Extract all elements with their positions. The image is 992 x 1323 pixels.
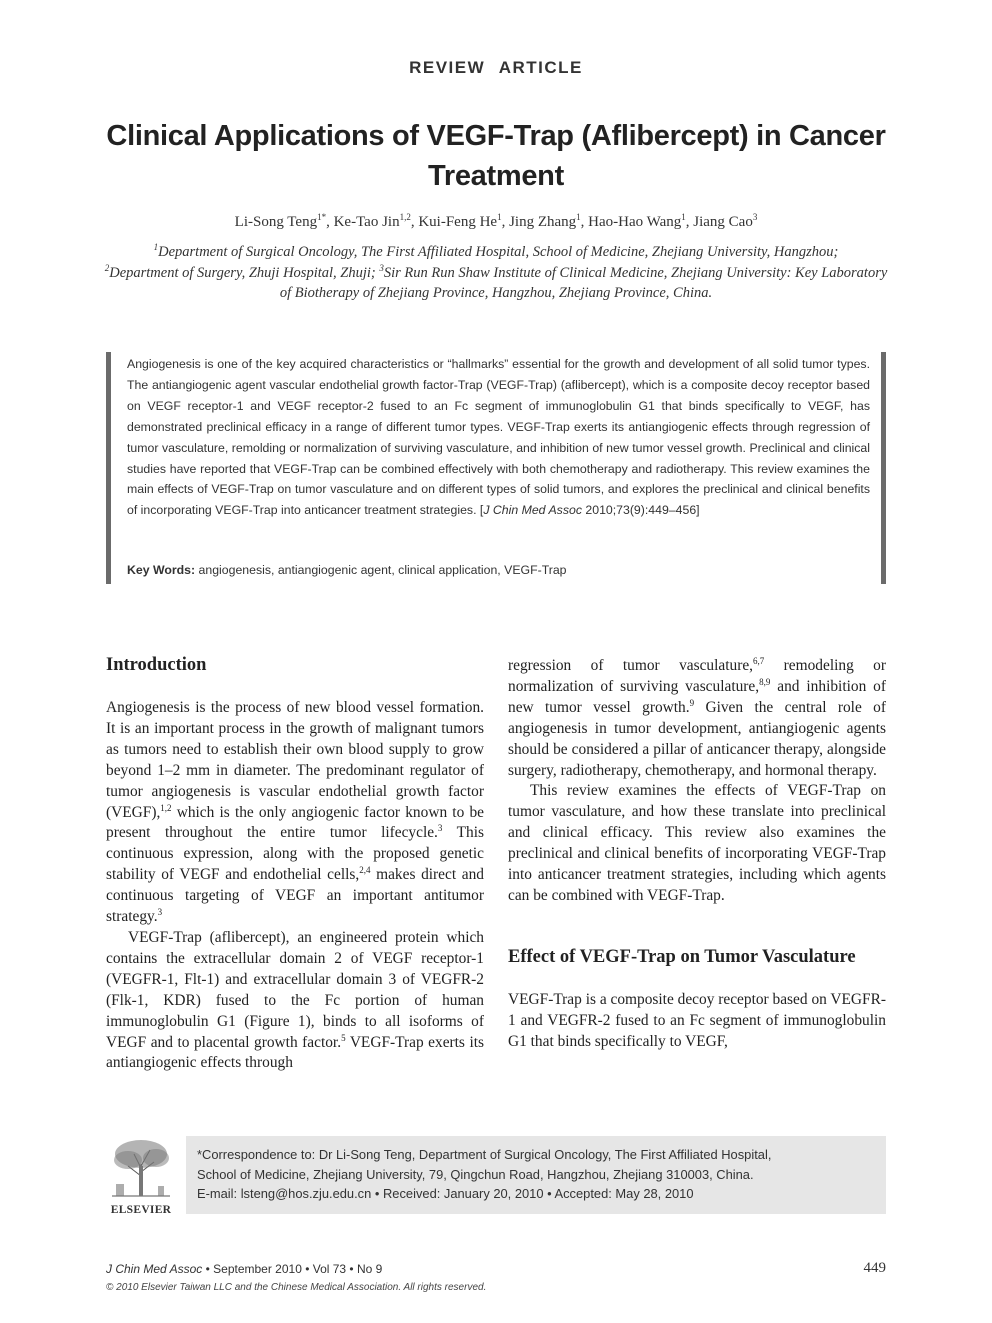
affiliation-2: Department of Surgery, Zhuji Hospital, Zhuji; [109, 264, 376, 281]
citation-ref: 6,7 [753, 655, 765, 666]
section-heading-effect: Effect of VEGF-Trap on Tumor Vasculature [508, 946, 856, 967]
received-date: Received: January 20, 2010 [383, 1186, 544, 1201]
journal-footer [106, 1262, 382, 1276]
affiliations [100, 242, 892, 304]
article-title: Clinical Applications of VEGF-Trap (Aflibercept) in Cancer Treatment [106, 120, 886, 192]
text-run: and inhibition of new tumor vessel growth. [508, 677, 886, 716]
author-name: Kui-Feng He [418, 214, 498, 230]
abstract-text [127, 354, 870, 521]
elsevier-tree-icon [106, 1136, 176, 1198]
citation-ref: 8,9 [759, 676, 771, 687]
separator: • [371, 1186, 383, 1201]
citation-ref: 9 [689, 697, 695, 708]
paragraph [106, 698, 484, 928]
author-affil-sup: 1,2 [399, 212, 411, 222]
citation-ref: 2,4 [359, 865, 371, 876]
separator: • [543, 1186, 555, 1201]
affil-sup: 1 [153, 242, 159, 253]
author-name: Jing Zhang [509, 214, 577, 230]
abstract-body: Angiogenesis is one of the key acquired characteristics or “hallmarks” essential for the growth and development of all solid tumor types. The antiangiogenic agent vascular endothelial growth factor-Trap (VEGF-Trap) (aflibercept), which is a composite decoy receptor based on VEGF receptor-1 and VEGF receptor-2 fused to an Fc segment of immunoglobulin G1 that binds specifically to VEGF, has demonstrated preclinical efficacy in a range of different tumor types. VEGF-Trap exerts its antiangiogenic effects through regression of tumor vasculature, remolding or normalization of surviving vasculature, and inhibition of new tumor vessel growth. Preclinical and clinical studies have reported that VEGF-Trap can be combined effectively with both chemotherapy and radiotherapy. This review examines the main effects of VEGF-Trap on tumor vasculature and on different types of solid tumors, and explores the preclinical and clinical benefits of incorporating VEGF-Trap into anticancer treatment strategies. [127, 357, 870, 518]
author-affil-sup: 1 [576, 212, 581, 222]
text-run: Angiogenesis is the process of new blood vessel formation. It is an important process in the growth of malignant tumors as tumors need to establish their own blood supply to grow beyond 1–2 mm in diameter. The predominant regulator of tumor angiogenesis is vascular endothelial growth factor (VEGF), [106, 699, 484, 821]
paragraph [508, 656, 886, 781]
paragraph [106, 928, 484, 1074]
text-run: Given the central role of angiogenesis in tumor development, antiangiogenic agents should be considered a pillar of anticancer therapy, alongside surgery, radiotherapy, chemotherapy, and hormonal therapy. [508, 698, 886, 779]
correspondence-email: E-mail: lsteng@hos.zju.edu.cn [197, 1186, 372, 1201]
correspondence-line: *Correspondence to: Dr Li-Song Teng, Department of Surgical Oncology, The First Affiliated Hospital, [197, 1147, 772, 1162]
text-run: This continuous expression, along with the proposed genetic stability of VEGF and endothelial cells, [106, 824, 484, 884]
citation-open: [ [479, 503, 484, 518]
author-name: Ke-Tao Jin [333, 214, 400, 230]
correspondence-box [186, 1136, 886, 1214]
elsevier-wordmark: ELSEVIER [110, 1204, 172, 1216]
affil-sup: 2 [104, 262, 110, 273]
paragraph: VEGF-Trap is a composite decoy receptor based on VEGFR-1 and VEGFR-2 fused to an Fc segment of immunoglobulin G1 that binds specifically to VEGF, [508, 990, 886, 1050]
citation-detail: 2010;73(9):449–456] [581, 503, 700, 518]
elsevier-logo [106, 1136, 176, 1216]
text-run: VEGF-Trap exerts its antiangiogenic effects through [106, 1033, 484, 1072]
abstract-box [106, 352, 886, 584]
citation-ref: 3 [157, 906, 163, 917]
body-column-right [508, 656, 886, 1053]
author-name: Li-Song Teng [234, 214, 318, 230]
keywords-list: angiogenesis, antiangiogenic agent, clinical application, VEGF-Trap [198, 563, 567, 577]
correspondence-text [197, 1145, 877, 1204]
keywords [127, 563, 870, 577]
issue-info: • September 2010 • Vol 73 • No 9 [202, 1262, 383, 1276]
affiliation-3: Sir Run Run Shaw Institute of Clinical Medicine, Zhejiang University: Key Laboratory of Biotherapy of Zhejiang Province, Hangzhou, Zhejiang Province, China. [279, 264, 888, 301]
author-name: Hao-Hao Wang [588, 214, 682, 230]
copyright: © 2010 Elsevier Taiwan LLC and the Chinese Medical Association. All rights reserved. [106, 1282, 487, 1293]
citation-ref: 1,2 [160, 802, 172, 813]
author-affil-sup: 1 [497, 212, 502, 222]
text-run: which is the only angiogenic factor known to be present throughout the entire tumor lifecycle. [106, 803, 484, 842]
journal-name: J Chin Med Assoc [106, 1262, 203, 1276]
citation-ref: 5 [341, 1032, 346, 1043]
author-affil-sup: 1 [681, 212, 686, 222]
author-affil-sup: 1* [317, 212, 327, 222]
body-column-left [106, 655, 484, 1074]
affil-sup: 3 [379, 262, 384, 273]
text-run: makes direct and continuous targeting of VEGF an important antitumor strategy. [106, 866, 484, 926]
author-name: Jiang Cao [693, 214, 753, 230]
author-list: Li-Song Teng$^{1*}$, Ke-Tao Jin$^{1,2}$, Kui-Feng He$^1$, Jing Zhang$^1$, Hao-Hao Wang$^1$, Jiang Cao$^3$ [234, 212, 758, 230]
text-run: VEGF-Trap (aflibercept), an engineered protein which contains the extracellular domain 2 of VEGF receptor-1 (VEGFR-1, Flt-1) and extracellular domain 3 of VEGFR-2 (Flk-1, KDR) fused to the Fc portion of human immunoglobulin G1 (Figure 1), binds to all isoforms of VEGF and to placental growth factor. [106, 928, 484, 1051]
citation-journal: J Chin Med Assoc [483, 503, 582, 518]
author-affil-sup: 3 [752, 212, 758, 222]
accepted-date: Accepted: May 28, 2010 [554, 1186, 694, 1201]
affiliation-1: Department of Surgical Oncology, The First Affiliated Hospital, School of Medicine, Zhejiang University, Hangzhou; [158, 244, 839, 260]
correspondence-line: School of Medicine, Zhejiang University, 79, Qingchun Road, Hangzhou, Zhejiang 310003, China. [197, 1166, 754, 1182]
page-number: 449 [863, 1260, 886, 1276]
paragraph: This review examines the effects of VEGF-Trap on tumor vasculature, and how these translate into preclinical and clinical efficacy. This review also examines the preclinical and clinical benefits of incorporating VEGF-Trap into anticancer treatment strategies, including which agents can be combined with VEGF-Trap. [508, 782, 886, 904]
section-heading-introduction: Introduction [106, 655, 207, 675]
text-run: regression of tumor vasculature, [508, 657, 754, 674]
citation-ref: 3 [437, 823, 443, 834]
keywords-label: Key Words: [127, 563, 196, 577]
text-run: remodeling or normalization of surviving vasculature, [508, 657, 887, 695]
article-type-kicker: REVIEW ARTICLE [409, 58, 583, 77]
